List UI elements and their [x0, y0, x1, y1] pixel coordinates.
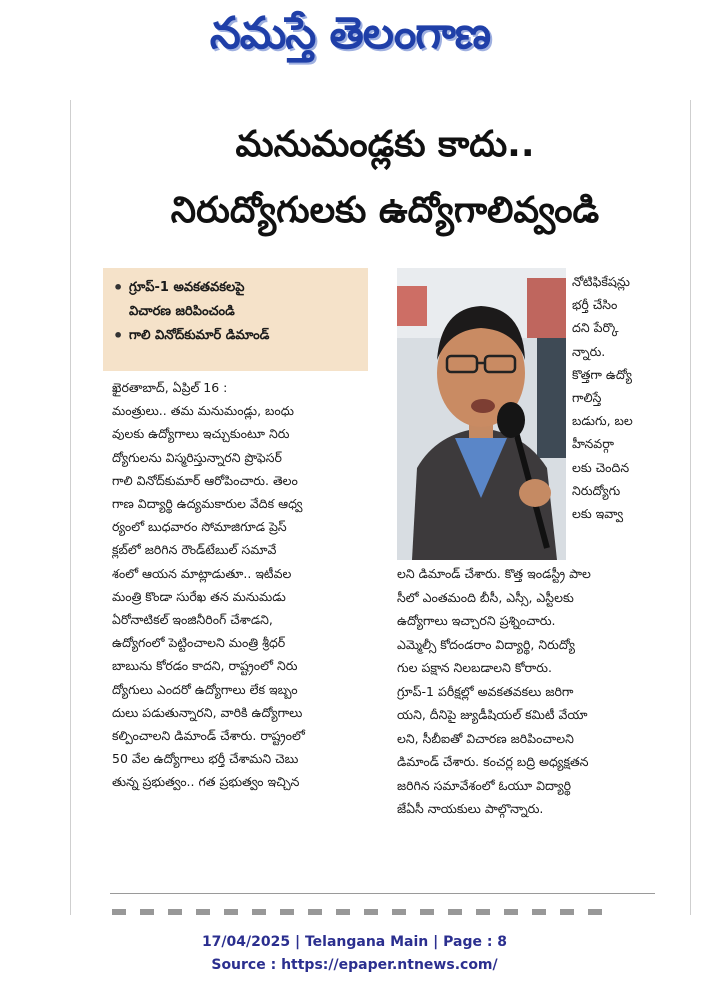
masthead-logo: నమస్తే తెలంగాణ — [209, 8, 491, 59]
article-body-right-column-top: నోటిఫికేషన్లు భర్తీ చేసిం దని పేర్కొ న్నారు. కొత్తగా ఉద్యో గాలిస్తే బడుగు, బల హీనవర్గా లకు చెందిన నిరుద్యోగు లకు ఇవ్వా — [572, 274, 633, 522]
footer-source-link[interactable]: Source : https://epaper.ntnews.com/ — [211, 957, 498, 973]
cropped-next-article-edge — [112, 909, 612, 915]
deck-item — [113, 276, 362, 324]
bullet-icon: • — [113, 278, 124, 297]
deck-item-text: గాలి వినోద్‌కుమార్‌ డిమాండ్‌ — [129, 328, 270, 343]
article-body-left-column: ఖైరతాబాద్‌, ఏప్రిల్‌ 16 : మంత్రులు.. తమ మనుమండ్లు, బంధు వులకు ఉద్యోగాలు ఇచ్చుకుంటూ నిరు ద్యోగులను విస్మరిస్తున్నారని ప్రొఫెసర్‌ గాలి వినోద్‌కుమార్‌ ఆరోపించారు. తెలం గాణ విద్యార్థి ఉద్యమకారుల వేదిక ఆధ్వ ర్యంలో బుధవారం సోమాజిగూడ ప్రెస్‌ క్లబ్‌లో జరిగిన రౌండ్‌టేబుల్‌ సమావే శంలో ఆయన మాట్లాడుతూ.. ఇటీవల మంత్రి కొండా సురేఖ తన మనుమడు ఏరోనాటికల్‌ ఇంజినీరింగ్‌ చేశాడని, ఉద్యోగంలో పెట్టించాలని మంత్రి శ్రీధర్‌ బాబును కోరడం కాదని, రాష్ట్రంలో నిరు ద్యోగులు ఎందరో ఉద్యోగాలు లేక ఇబ్బం దులు పడుతున్నారని, వారికి ఉద్యోగాలు కల్పించాలని డిమాండ్‌ చేశారు. రాష్ట్రంలో 50 వేల ఉద్యోగాలు భర్తీ చేశామని చెబు తున్న ప్రభుత్వం.. గత ప్రభుత్వం ఇచ్చిన — [112, 380, 305, 790]
column-divider-left — [70, 100, 71, 915]
speaker-with-microphone-photo — [397, 268, 566, 560]
article-body-right-column-bottom: లని డిమాండ్‌ చేశారు. కొత్త ఇండస్ట్రీ పాల సీలో ఎంతమంది బీసీ, ఎస్సీ, ఎస్టీలకు ఉద్యోగాలు ఇచ్చారని ప్రశ్నించారు. ఎమ్మెల్సీ కోదండరాం విద్యార్థి, నిరుద్యో గుల పక్షాన నిలబడాలని కోరారు. గ్రూప్‌-1 పరీక్షల్లో అవకతవకలు జరిగా యని, దీనిపై జ్యుడీషియల్‌ కమిటీ వేయా లని, సీబీఐతో విచారణ జరిపించాలని డిమాండ్‌ చేశారు. కంచర్ల బద్రి అధ్యక్షతన జరిగిన సమావేశంలో ఓయూ విద్యార్థి జేఏసీ నాయకులు పాల్గొన్నారు. — [397, 566, 591, 816]
headline-line-2: నిరుద్యోగులకు ఉద్యోగాలివ్వండి — [170, 190, 600, 231]
column-divider-right — [690, 100, 691, 915]
footer-edition-info: 17/04/2025 | Telangana Main | Page : 8 — [201, 934, 508, 950]
headline-line-1: మనుమండ్లకు కాదు.. — [235, 124, 535, 165]
deck-item-text: గ్రూప్‌-1 అవకతవకలపై విచారణ జరిపించండి — [129, 280, 245, 319]
article-bottom-rule — [110, 893, 655, 894]
bullet-icon: • — [113, 326, 124, 345]
speaker-photo — [397, 268, 566, 560]
deck-item — [113, 324, 362, 348]
deck-highlight-box — [103, 268, 368, 371]
